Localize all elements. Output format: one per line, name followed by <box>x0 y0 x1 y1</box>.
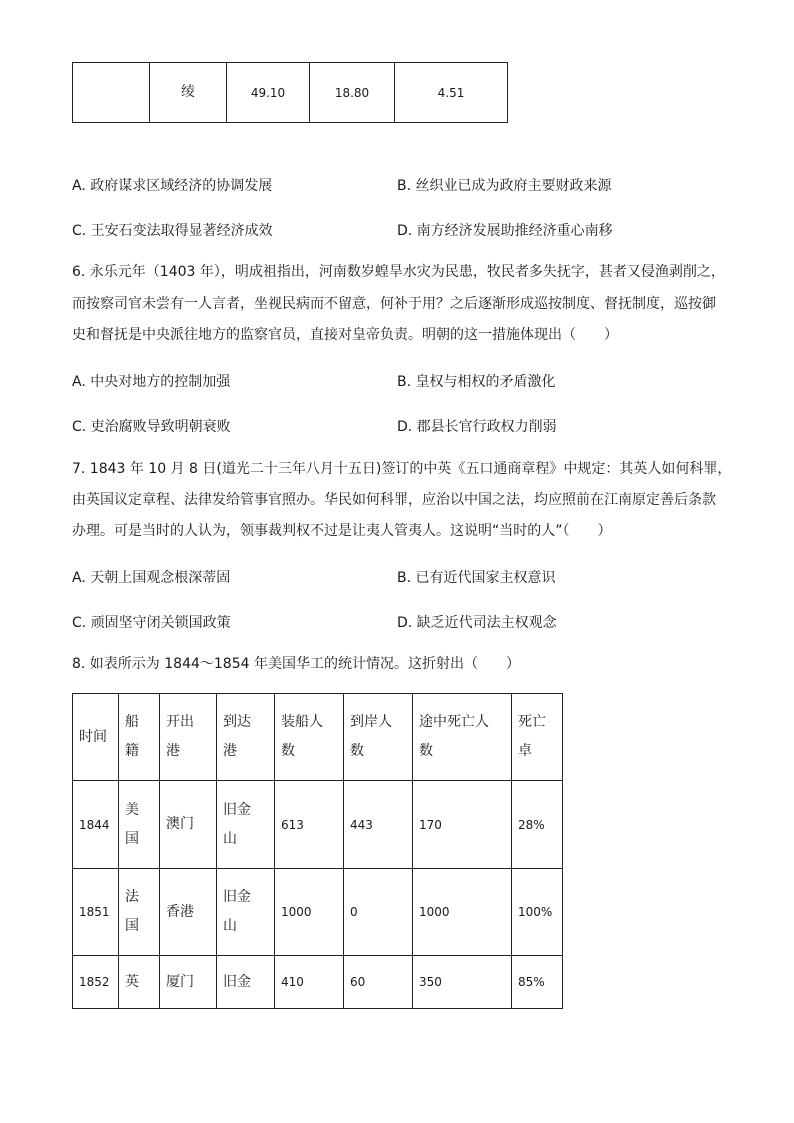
table-cell-boarded: 410 <box>275 956 344 1009</box>
q7-stem-line: 7. 1843 年 10 月 8 日(道光二十三年八月十五日)签订的中英《五口通商章程》中规定：其英人如何科罪， <box>72 461 732 477</box>
q5-option-b[interactable]: B. 丝织业已成为政府主要财政来源 <box>397 178 612 194</box>
table-header-cell: 到岸人 数 <box>344 694 413 781</box>
table-cell-died: 350 <box>413 956 512 1009</box>
table-cell-boarded: 1000 <box>275 869 344 956</box>
q7-option-a[interactable]: A. 天朝上国观念根深蒂固 <box>72 570 231 586</box>
table-cell-died: 1000 <box>413 869 512 956</box>
q6-option-d[interactable]: D. 郡县长官行政权力削弱 <box>397 419 557 435</box>
q6-option-c[interactable]: C. 吏治腐败导致明朝衰败 <box>72 419 231 435</box>
q6-stem-line: 而按察司官未尝有一人言者，坐视民病而不留意，何补于用？之后逐渐形成巡按制度、督抚制度，巡按御 <box>72 296 716 312</box>
table-cell-died: 170 <box>413 781 512 869</box>
table-header-cell: 装船人 数 <box>275 694 344 781</box>
top-table-cell-value: 49.10 <box>227 63 310 123</box>
table-cell-from: 澳门 <box>160 781 217 869</box>
table-header-row <box>73 694 563 781</box>
table-header-cell: 死亡 卓 <box>512 694 563 781</box>
q6-stem-line: 史和督抚是中央派往地方的监察官员，直接对皇帝负责。明朝的这一措施体现出（ ） <box>72 327 618 343</box>
table-row <box>73 956 563 1009</box>
q8-data-table <box>72 693 563 1009</box>
table-cell-arrived: 443 <box>344 781 413 869</box>
q6-option-a[interactable]: A. 中央对地方的控制加强 <box>72 374 231 390</box>
table-cell-rate: 28% <box>512 781 563 869</box>
top-table-cell-item: 绫 <box>150 63 227 123</box>
top-table-cell-empty <box>73 63 150 123</box>
table-cell-rate: 85% <box>512 956 563 1009</box>
table-header-cell: 途中死亡人 数 <box>413 694 512 781</box>
table-header-cell: 到达 港 <box>217 694 275 781</box>
table-cell-ship: 法 国 <box>119 869 160 956</box>
q7-stem-line: 由英国议定章程、法律发给管事官照办。华民如何科罪，应治以中国之法，均应照前在江南原定善后条款 <box>72 492 716 508</box>
table-row <box>73 869 563 956</box>
table-cell-to: 旧金 <box>217 956 275 1009</box>
table-cell-year: 1852 <box>73 956 119 1009</box>
table-cell-boarded: 613 <box>275 781 344 869</box>
table-cell-year: 1851 <box>73 869 119 956</box>
table-cell-year: 1844 <box>73 781 119 869</box>
q5-option-d[interactable]: D. 南方经济发展助推经济重心南移 <box>397 223 613 239</box>
table-cell-ship: 美 国 <box>119 781 160 869</box>
q6-option-b[interactable]: B. 皇权与相权的矛盾激化 <box>397 374 556 390</box>
q7-option-b[interactable]: B. 已有近代国家主权意识 <box>397 570 556 586</box>
q6-stem-line: 6. 永乐元年（1403 年），明成祖指出，河南数岁蝗旱水灾为民患，牧民者多失抚字，甚者又侵渔剥削之， <box>72 264 725 280</box>
table-header-cell: 时间 <box>73 694 119 781</box>
q8-stem: 8. 如表所示为 1844～1854 年美国华工的统计情况。这折射出（ ） <box>72 656 520 672</box>
table-cell-to: 旧金 山 <box>217 869 275 956</box>
table-header-cell: 开出 港 <box>160 694 217 781</box>
table-row <box>73 781 563 869</box>
top-data-table <box>72 62 508 123</box>
table-cell-arrived: 0 <box>344 869 413 956</box>
q5-option-c[interactable]: C. 王安石变法取得显著经济成效 <box>72 223 273 239</box>
table-header-cell: 船 籍 <box>119 694 160 781</box>
q7-option-c[interactable]: C. 顽固坚守闭关锁国政策 <box>72 615 231 631</box>
table-cell-from: 香港 <box>160 869 217 956</box>
q5-option-a[interactable]: A. 政府谋求区域经济的协调发展 <box>72 178 273 194</box>
top-table-cell-value: 18.80 <box>310 63 395 123</box>
table-cell-to: 旧金 山 <box>217 781 275 869</box>
table-cell-arrived: 60 <box>344 956 413 1009</box>
table-cell-ship: 英 <box>119 956 160 1009</box>
q7-option-d[interactable]: D. 缺乏近代司法主权观念 <box>397 615 557 631</box>
table-cell-rate: 100% <box>512 869 563 956</box>
top-table-cell-value: 4.51 <box>395 63 508 123</box>
q7-stem-line: 办理。可是当时的人认为，领事裁判权不过是让夷人管夷人。这说明“当时的人”（ ） <box>72 523 612 539</box>
table-cell-from: 厦门 <box>160 956 217 1009</box>
